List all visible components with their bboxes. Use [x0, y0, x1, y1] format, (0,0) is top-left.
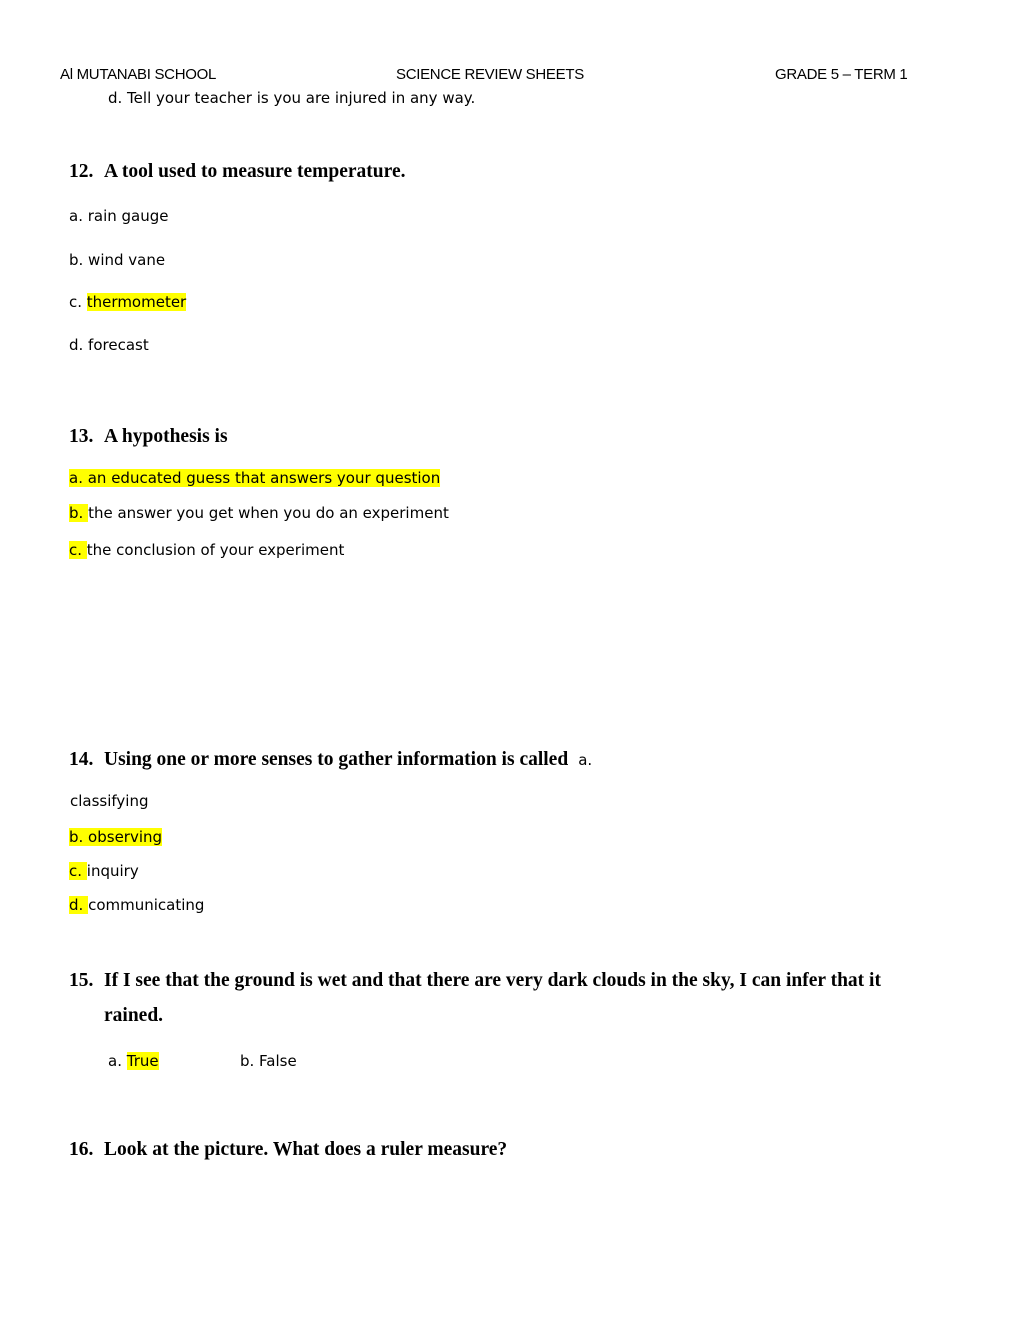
q15-option-a	[108, 1051, 159, 1071]
q14-option-b-answer: b. observing	[69, 828, 163, 846]
question-12	[69, 160, 405, 184]
question-16-number: 16.	[69, 1139, 94, 1160]
q13-option-b	[69, 503, 449, 523]
header-school: Al MUTANABI SCHOOL	[60, 66, 217, 83]
q15-option-b: b. False	[240, 1052, 297, 1070]
q13-option-a	[69, 468, 440, 488]
q14-option-c-letter: c.	[69, 862, 83, 880]
q15-option-a-answer: True	[126, 1052, 159, 1070]
q14-option-b	[69, 827, 162, 847]
q14-option-c-text: inquiry	[86, 862, 139, 880]
q14-option-c	[69, 861, 139, 881]
question-13-number: 13.	[69, 426, 94, 447]
question-14-text: Using one or more senses to gather information is called	[104, 749, 569, 770]
question-12-number: 12.	[69, 161, 94, 182]
q12-option-c-letter: c.	[69, 293, 83, 311]
q13-option-c-text: the conclusion of your experiment	[86, 541, 345, 559]
question-13	[69, 425, 228, 449]
q14-option-a-text: classifying	[70, 792, 149, 810]
q15-option-a-letter: a.	[108, 1052, 122, 1070]
question-14-number: 14.	[69, 749, 94, 770]
q12-option-a: a. rain gauge	[69, 207, 169, 225]
q12-option-d: d. forecast	[69, 336, 149, 354]
carryover-option: d. Tell your teacher is you are injured in any way.	[108, 89, 476, 107]
question-16	[69, 1138, 507, 1162]
q14-option-a-letter: a.	[578, 751, 593, 769]
q13-option-b-text: the answer you get when you do an experiment	[88, 504, 449, 522]
q13-option-c-letter: c.	[69, 541, 83, 559]
q13-option-c	[69, 540, 344, 560]
header-title: SCIENCE REVIEW SHEETS	[396, 66, 584, 83]
q14-option-d	[69, 895, 204, 915]
q14-option-d-text: communicating	[88, 896, 205, 914]
question-12-text: A tool used to measure temperature.	[104, 161, 406, 182]
q14-option-d-letter: d.	[69, 896, 84, 914]
header-grade: GRADE 5 – TERM 1	[775, 66, 908, 83]
q13-option-a-answer: a. an educated guess that answers your question	[69, 469, 441, 487]
q12-option-b: b. wind vane	[69, 251, 166, 269]
question-15-line-1	[69, 969, 881, 993]
question-16-text: Look at the picture. What does a ruler measure?	[104, 1139, 508, 1160]
q12-option-c	[69, 292, 186, 312]
question-15-line-2: rained.	[104, 1005, 164, 1026]
q12-option-c-answer: thermometer	[86, 293, 187, 311]
question-15-number: 15.	[69, 970, 94, 991]
question-13-text: A hypothesis is	[104, 426, 228, 447]
q13-option-b-letter: b.	[69, 504, 84, 522]
question-14	[69, 748, 592, 772]
question-15-text: If I see that the ground is wet and that there are very dark clouds in the sky, I can infer that it	[104, 970, 881, 991]
